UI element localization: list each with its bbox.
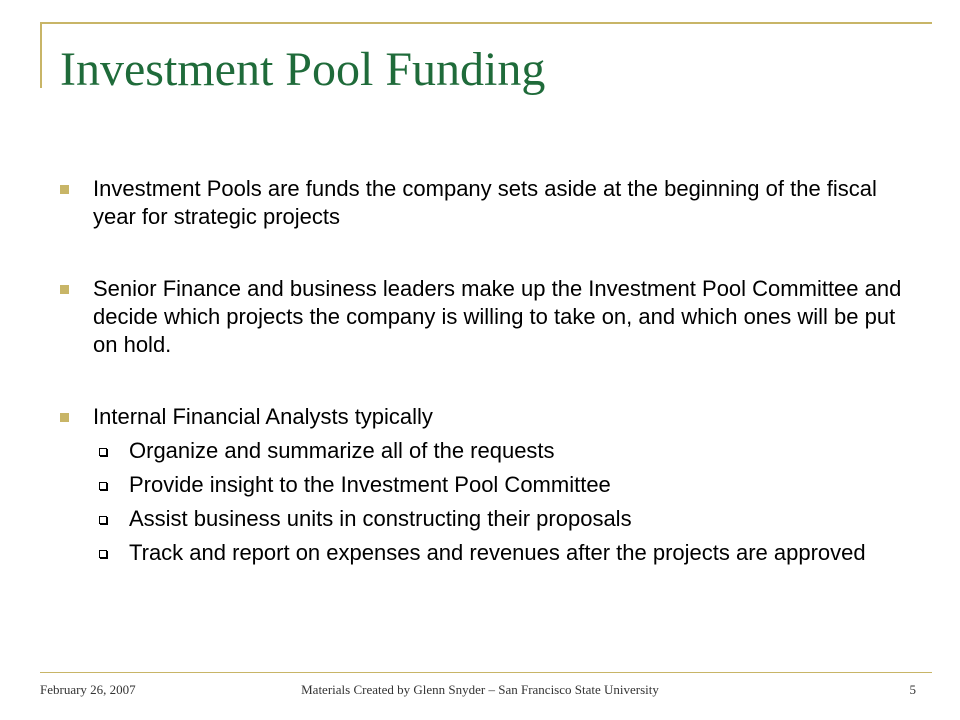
sub-bullet-text: Assist business units in constructing their proposals xyxy=(129,506,632,531)
sub-bullet-text: Provide insight to the Investment Pool Committee xyxy=(129,472,611,497)
bullet-item xyxy=(60,175,920,231)
square-bullet-icon xyxy=(60,185,69,194)
footer-divider xyxy=(40,672,932,673)
page-number: 5 xyxy=(909,682,916,697)
bullet-item xyxy=(60,403,920,431)
sub-bullet-item xyxy=(60,540,920,566)
hollow-square-bullet-icon xyxy=(99,448,107,456)
footer-credit: Materials Created by Glenn Snyder – San Francisco State University xyxy=(301,682,659,697)
sub-bullet-item xyxy=(60,438,920,464)
sub-bullet-text: Organize and summarize all of the requests xyxy=(129,438,555,463)
hollow-square-bullet-icon xyxy=(99,482,107,490)
square-bullet-icon xyxy=(60,285,69,294)
bullet-text: Investment Pools are funds the company sets aside at the beginning of the fiscal year for strategic projects xyxy=(93,176,877,229)
frame-left-line xyxy=(40,22,42,88)
sub-bullet-text: Track and report on expenses and revenues after the projects are approved xyxy=(129,540,866,565)
frame-top-line xyxy=(40,22,932,24)
bullet-list xyxy=(60,175,920,574)
sub-bullet-list xyxy=(60,438,920,566)
sub-bullet-item xyxy=(60,506,920,532)
sub-bullet-item xyxy=(60,472,920,498)
hollow-square-bullet-icon xyxy=(99,516,107,524)
bullet-item xyxy=(60,275,920,359)
hollow-square-bullet-icon xyxy=(99,550,107,558)
slide-title: Investment Pool Funding xyxy=(60,43,546,96)
bullet-text: Internal Financial Analysts typically xyxy=(93,404,433,429)
square-bullet-icon xyxy=(60,413,69,422)
footer-date: February 26, 2007 xyxy=(40,682,136,697)
bullet-text: Senior Finance and business leaders make up the Investment Pool Committee and decide which projects the company is willing to take on, and which ones will be put on hold. xyxy=(93,276,902,357)
